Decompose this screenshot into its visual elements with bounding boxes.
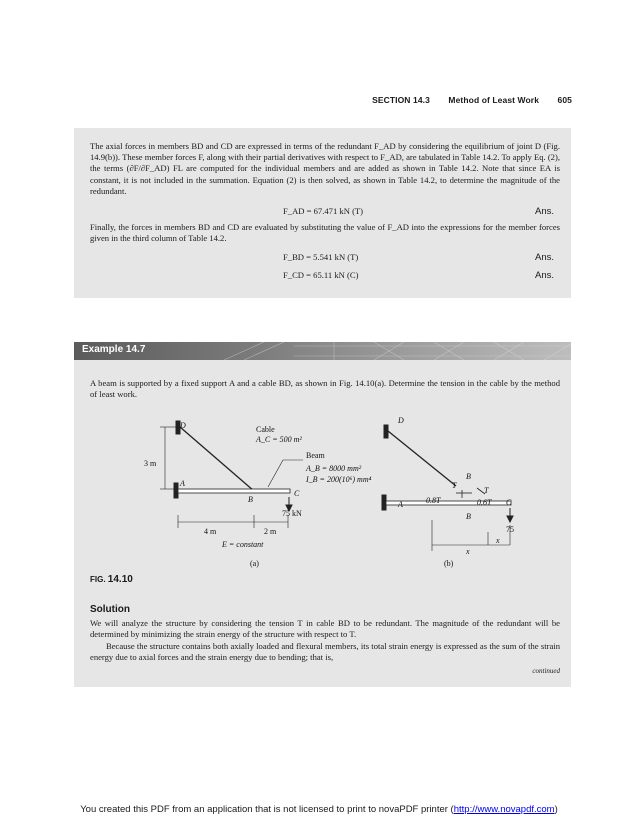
figure-label bbox=[90, 574, 133, 585]
label-b-b-bottom: B bbox=[466, 512, 471, 521]
box1-paragraph-1: The axial forces in members BD and CD are expressed in terms of the redundant F_AD by considering the equilibrium of joint D (Fig. 14.9(b)). These member forces F, along with their partial derivatives with respect to F_AD, are tabulated in Table 14.2. To apply Eq. (2), the terms (∂F/∂F_AD) FL are computed for the individual members and are added as shown in Table 14.2. Note that since EA is constant, it is not included in the summation. Equation (2) is then solved, as shown in Table 14.2, to determine the magnitude of the redundant. bbox=[90, 141, 560, 196]
label-b-a: B bbox=[248, 495, 253, 504]
section-title: Method of Least Work bbox=[448, 95, 540, 105]
label-t-1: T bbox=[452, 481, 457, 490]
solution-paragraph-1: We will analyze the structure by considering the tension T in cable BD to be redundant. The magnitude of the redundant will be determined by minimizing the strain energy of the structure with respect to T. bbox=[90, 618, 560, 640]
figure-b bbox=[382, 425, 513, 551]
label-cable: Cable bbox=[256, 425, 275, 434]
cable-bd bbox=[180, 427, 254, 491]
caption-b: (b) bbox=[444, 559, 454, 568]
label-06t: 0.6T bbox=[477, 498, 492, 507]
continued-label: continued bbox=[532, 667, 560, 675]
beam-ac-b bbox=[386, 501, 511, 505]
label-ab: A_B = 8000 mm² bbox=[306, 464, 362, 473]
label-span-2m: 2 m bbox=[264, 527, 277, 536]
example-problem-text: A beam is supported by a fixed support A and a cable BD, as shown in Fig. 14.10(a). Determine the tension in the cable by the method of least work. bbox=[90, 378, 560, 400]
label-c-a: C bbox=[294, 489, 300, 498]
label-c-b: C bbox=[506, 498, 512, 507]
beam-ac bbox=[178, 489, 290, 493]
label-height: 3 m bbox=[144, 459, 157, 468]
label-beam: Beam bbox=[306, 451, 325, 460]
answer-label-2: Ans. bbox=[535, 252, 555, 263]
label-t-2: T bbox=[484, 486, 489, 495]
label-span-4m: 4 m bbox=[204, 527, 217, 536]
label-d-b: D bbox=[398, 416, 404, 425]
label-ib: I_B = 200(10⁶) mm⁴ bbox=[306, 475, 372, 484]
solution-paragraph-2: Because the structure contains both axially loaded and flexural members, its total strain energy is expressed as the sum of the strain energy due to axial forces and the strain energy due to bending; that is, bbox=[90, 641, 560, 663]
caption-a: (a) bbox=[250, 559, 259, 568]
equation-fcd: F_CD = 65.11 kN (C) bbox=[283, 270, 359, 280]
label-a-a: A bbox=[180, 479, 185, 488]
box1-paragraph-2: Finally, the forces in members BD and CD are evaluated by substituting the value of F_AD into the expressions for the member forces given in the third column of Table 14.2. bbox=[90, 222, 560, 244]
footer-text: You created this PDF from an application that is not licensed to print to novaPDF printer ( bbox=[80, 804, 454, 815]
footer-close: ) bbox=[554, 804, 558, 815]
label-b-b-top: B bbox=[466, 472, 471, 481]
example-title: Example 14.7 bbox=[82, 344, 146, 355]
label-econst: E = constant bbox=[222, 540, 264, 549]
label-x-bottom: x bbox=[466, 547, 470, 556]
page-number: 605 bbox=[557, 95, 572, 105]
section-number: SECTION 14.3 bbox=[372, 95, 430, 105]
label-ac: A_C = 500 m² bbox=[256, 435, 302, 444]
fixed-support-a-b bbox=[382, 495, 386, 510]
label-load-a: 75 kN bbox=[282, 509, 302, 518]
cable-bd-b bbox=[388, 431, 456, 486]
answer-label-3: Ans. bbox=[535, 270, 555, 281]
label-a-b: A bbox=[398, 500, 403, 509]
novapdf-footer bbox=[0, 804, 638, 815]
novapdf-link[interactable]: http://www.novapdf.com bbox=[453, 804, 555, 815]
label-load-b: 75 bbox=[506, 525, 514, 534]
wall-support-d-b bbox=[384, 425, 388, 438]
label-d-a: D bbox=[180, 421, 186, 430]
equation-fbd: F_BD = 5.541 kN (T) bbox=[283, 252, 359, 262]
label-08t: 0.8T bbox=[426, 496, 441, 505]
figure-number: 14.10 bbox=[107, 574, 133, 585]
label-x-right: x bbox=[496, 536, 500, 545]
equation-fad: F_AD = 67.471 kN (T) bbox=[283, 206, 364, 216]
fixed-support-a bbox=[174, 483, 178, 498]
solution-heading: Solution bbox=[90, 604, 130, 615]
figure-prefix: FIG. bbox=[90, 575, 106, 584]
answer-label-1: Ans. bbox=[535, 206, 555, 217]
